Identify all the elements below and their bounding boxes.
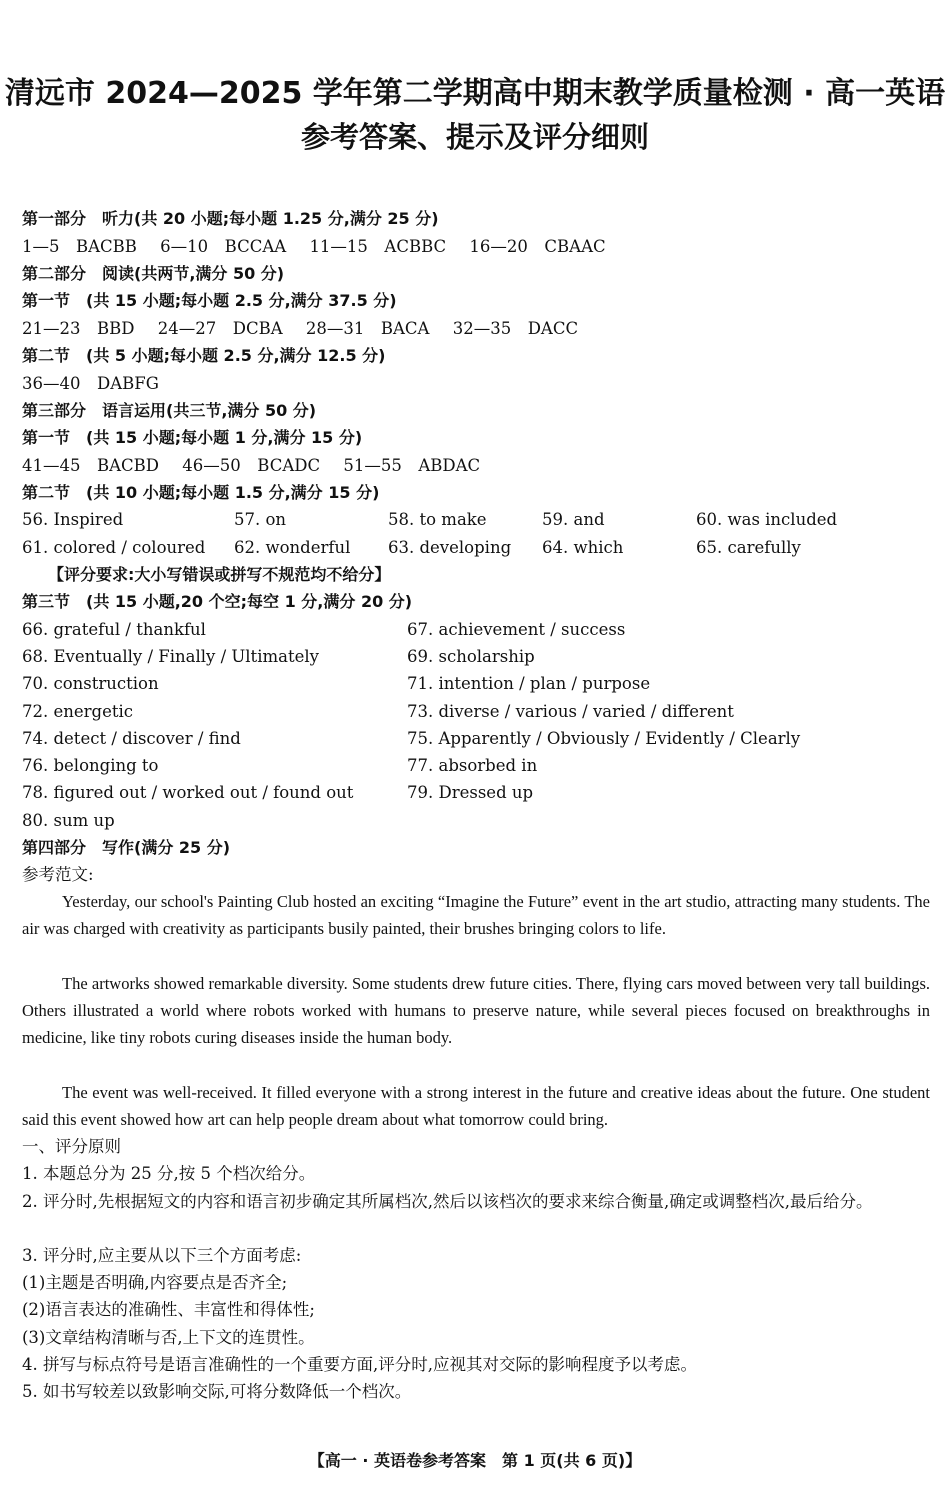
answer-group: 11—15 ACBBC xyxy=(309,237,447,256)
part1-answers xyxy=(22,233,624,260)
page-footer: 【高一 · 英语卷参考答案 第 1 页(共 6 页)】 xyxy=(308,1451,642,1470)
part2-section1-answers xyxy=(22,315,596,342)
word-answer: 77. absorbed in xyxy=(407,756,538,775)
part2-section2-answers xyxy=(22,370,159,397)
part4-heading: 第四部分 写作(满分 25 分) xyxy=(22,838,231,857)
part3-section3-heading: 第三节 (共 15 小题,20 个空;每空 1 分,满分 20 分) xyxy=(22,592,413,611)
principle-item: 5. 如书写较差以致影响交际,可将分数降低一个档次。 xyxy=(22,1382,412,1401)
part3-section3-row xyxy=(22,616,932,643)
part3-section2-row1 xyxy=(22,506,932,533)
principle-item: 2. 评分时,先根据短文的内容和语言初步确定其所属档次,然后以该档次的要求来综合衡量,确定或调整档次,最后给分。 xyxy=(22,1192,873,1211)
word-answer: 72. energetic xyxy=(22,702,134,721)
fill-answer: 61. colored / coloured xyxy=(22,538,206,557)
answer-group: 21—23 BBD xyxy=(22,319,135,338)
principle-item: 4. 拼写与标点符号是语言准确性的一个重要方面,评分时,应视其对交际的影响程度予以考虑。 xyxy=(22,1355,697,1374)
answer-group: 41—45 BACBD xyxy=(22,456,160,475)
sample-paragraph: The event was well-received. It filled everyone with a strong interest in the future and creative ideas about the future. One student said this event showed how art can help people dream about what tomorrow could bring. xyxy=(22,1083,930,1130)
answer-group: 46—50 BCADC xyxy=(182,456,321,475)
word-answer: 73. diverse / various / varied / different xyxy=(407,702,734,721)
part3-section3-row xyxy=(22,807,932,834)
principles-heading: 一、评分原则 xyxy=(22,1137,121,1156)
document-title: 清远市 2024—2025 学年第二学期高中期末教学质量检测 · 高一英语 xyxy=(4,76,946,111)
word-answer: 71. intention / plan / purpose xyxy=(407,674,651,693)
word-answer: 79. Dressed up xyxy=(407,783,534,802)
fill-answer: 62. wonderful xyxy=(234,538,351,557)
answer-group: 1—5 BACBB xyxy=(22,237,137,256)
principle-item: 1. 本题总分为 25 分,按 5 个档次给分。 xyxy=(22,1164,316,1183)
part2-heading: 第二部分 阅读(共两节,满分 50 分) xyxy=(22,264,285,283)
word-answer: 67. achievement / success xyxy=(407,620,626,639)
fill-answer: 56. Inspired xyxy=(22,510,124,529)
part3-section3-row xyxy=(22,698,932,725)
part1-heading: 第一部分 听力(共 20 小题;每小题 1.25 分,满分 25 分) xyxy=(22,209,439,228)
fill-answer: 58. to make xyxy=(388,510,487,529)
fill-answer: 65. carefully xyxy=(696,538,801,557)
principle-item: (1)主题是否明确,内容要点是否齐全; xyxy=(22,1273,288,1292)
part3-heading: 第三部分 语言运用(共三节,满分 50 分) xyxy=(22,401,317,420)
answer-group: 6—10 BCCAA xyxy=(160,237,287,256)
word-answer: 75. Apparently / Obviously / Evidently / Clearly xyxy=(407,729,801,748)
answer-group: 16—20 CBAAC xyxy=(469,237,606,256)
fill-answer: 60. was included xyxy=(696,510,838,529)
principle-item: 3. 评分时,应主要从以下三个方面考虑: xyxy=(22,1246,302,1265)
answer-group: 24—27 DCBA xyxy=(157,319,283,338)
answer-group: 28—31 BACA xyxy=(305,319,430,338)
part3-section2-heading: 第二节 (共 10 小题;每小题 1.5 分,满分 15 分) xyxy=(22,483,380,502)
fill-answer: 57. on xyxy=(234,510,287,529)
scoring-note: 【评分要求:大小写错误或拼写不规范均不给分】 xyxy=(48,565,391,584)
part3-section3-row xyxy=(22,725,932,752)
part3-section1-answers xyxy=(22,452,498,479)
sample-paragraph: The artworks showed remarkable diversity. Some students drew future cities. There, flying cars moved between very tall buildings. Others illustrated a world where robots worked with humans to preserve nature, while several pieces focused on breakthroughs in medicine, like tiny robots curing diseases inside the human body. xyxy=(22,974,930,1048)
fill-answer: 64. which xyxy=(542,538,624,557)
word-answer: 69. scholarship xyxy=(407,647,535,666)
part2-section2-heading: 第二节 (共 5 小题;每小题 2.5 分,满分 12.5 分) xyxy=(22,346,386,365)
word-answer: 66. grateful / thankful xyxy=(22,620,206,639)
part3-section3-row xyxy=(22,670,932,697)
part3-section2-row2 xyxy=(22,534,932,561)
sample-paragraph: Yesterday, our school's Painting Club hosted an exciting “Imagine the Future” event in the art studio, attracting many students. The air was charged with creativity as participants busily painted, their brushes bringing colors to life. xyxy=(22,892,930,939)
answer-group: 36—40 DABFG xyxy=(22,374,159,393)
answer-group: 32—35 DACC xyxy=(452,319,579,338)
answer-group: 51—55 ABDAC xyxy=(343,456,481,475)
principle-item: (2)语言表达的准确性、丰富性和得体性; xyxy=(22,1300,315,1319)
fill-answer: 63. developing xyxy=(388,538,512,557)
part3-section3-row xyxy=(22,779,932,806)
word-answer: 78. figured out / worked out / found out xyxy=(22,783,354,802)
part3-section3-row xyxy=(22,643,932,670)
word-answer: 68. Eventually / Finally / Ultimately xyxy=(22,647,319,666)
word-answer: 70. construction xyxy=(22,674,159,693)
part3-section1-heading: 第一节 (共 15 小题;每小题 1 分,满分 15 分) xyxy=(22,428,363,447)
principle-item: (3)文章结构清晰与否,上下文的连贯性。 xyxy=(22,1328,315,1347)
word-answer: 74. detect / discover / find xyxy=(22,729,241,748)
word-answer: 76. belonging to xyxy=(22,756,159,775)
word-answer: 80. sum up xyxy=(22,811,115,830)
sample-label: 参考范文: xyxy=(22,865,94,884)
part2-section1-heading: 第一节 (共 15 小题;每小题 2.5 分,满分 37.5 分) xyxy=(22,291,397,310)
fill-answer: 59. and xyxy=(542,510,605,529)
document-subtitle: 参考答案、提示及评分细则 xyxy=(300,120,649,154)
part3-section3-row xyxy=(22,752,932,779)
